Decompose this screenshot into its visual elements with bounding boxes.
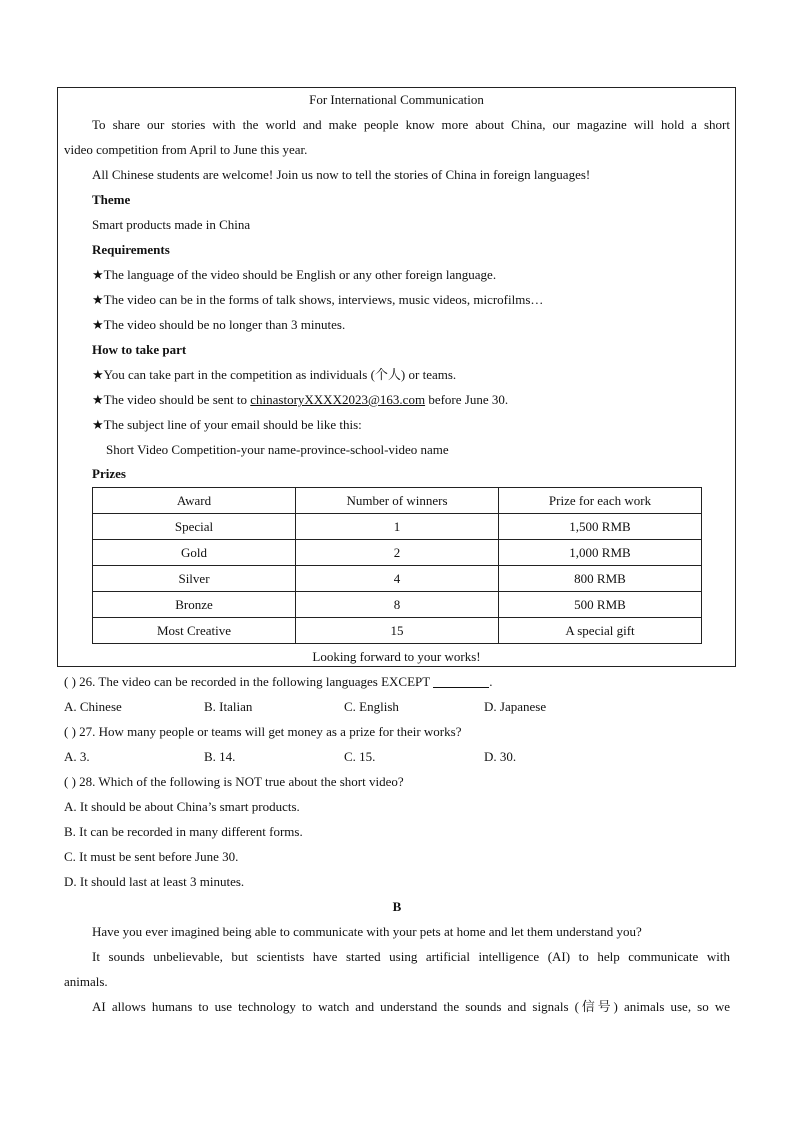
table-row: [93, 618, 702, 644]
poster-title: For International Communication: [309, 92, 484, 107]
question-26-end: .: [489, 674, 493, 689]
option-a[interactable]: A. 3.: [64, 749, 90, 764]
question-28-stem: ( ) 28. Which of the following is NOT true about the short video?: [64, 774, 404, 789]
table-cell: 8: [296, 592, 499, 618]
theme-text: Smart products made in China: [92, 217, 251, 232]
table-cell: Bronze: [93, 592, 296, 618]
table-cell: Gold: [93, 540, 296, 566]
table-row: [93, 514, 702, 540]
table-header-row: [93, 488, 702, 514]
intro-line-3: All Chinese students are welcome! Join us now to tell the stories of China in foreign languages!: [92, 167, 591, 182]
option-c[interactable]: C. 15.: [344, 749, 376, 764]
table-cell: 1,500 RMB: [499, 514, 702, 540]
requirement-item: ★The language of the video should be English or any other foreign language.: [92, 267, 497, 282]
how-item-suffix: before June 30.: [425, 392, 509, 407]
requirements-heading: Requirements: [92, 242, 170, 257]
table-cell: Most Creative: [93, 618, 296, 644]
prizes-heading: Prizes: [92, 466, 126, 481]
option-a[interactable]: A. It should be about China’s smart products.: [64, 799, 300, 814]
requirement-item: ★The video should be no longer than 3 minutes.: [92, 317, 346, 332]
prizes-table: [92, 487, 702, 644]
table-cell: 2: [296, 540, 499, 566]
intro-line-2: video competition from April to June this year.: [64, 142, 308, 157]
section-b-paragraph: AI allows humans to use technology to watch and understand the sounds and signals (信号) animals use, so we: [92, 999, 730, 1014]
table-row: [93, 540, 702, 566]
section-b-heading: B: [392, 899, 402, 914]
option-a[interactable]: A. Chinese: [64, 699, 122, 714]
question-26: [64, 669, 492, 694]
how-heading: How to take part: [92, 342, 187, 357]
question-26-stem: ( ) 26. The video can be recorded in the following languages EXCEPT: [64, 674, 434, 689]
option-d[interactable]: D. It should last at least 3 minutes.: [64, 874, 245, 889]
intro-line-1: To share our stories with the world and make people know more about China, our magazine will hold a short: [92, 117, 730, 132]
how-item: [92, 387, 508, 412]
how-item: ★The subject line of your email should be like this:: [92, 417, 362, 432]
option-c[interactable]: C. It must be sent before June 30.: [64, 849, 239, 864]
theme-heading: Theme: [92, 192, 131, 207]
how-item-prefix: ★The video should be sent to: [92, 392, 251, 407]
table-cell: Silver: [93, 566, 296, 592]
table-row: [93, 566, 702, 592]
table-cell: 800 RMB: [499, 566, 702, 592]
table-cell: 15: [296, 618, 499, 644]
option-b[interactable]: B. 14.: [204, 749, 236, 764]
option-d[interactable]: D. 30.: [484, 749, 517, 764]
section-b-paragraph: animals.: [64, 974, 108, 989]
option-d[interactable]: D. Japanese: [484, 699, 547, 714]
section-b-paragraph: It sounds unbelievable, but scientists have started using artificial intelligence (AI) to help communicate with: [92, 949, 730, 964]
table-cell: Special: [93, 514, 296, 540]
table-cell: 4: [296, 566, 499, 592]
poster-closing: Looking forward to your works!: [312, 649, 481, 664]
table-cell: 1: [296, 514, 499, 540]
email-link[interactable]: chinastoryXXXX2023@163.com: [250, 392, 426, 407]
option-b[interactable]: B. It can be recorded in many different forms.: [64, 824, 303, 839]
requirement-item: ★The video can be in the forms of talk shows, interviews, music videos, microfilms…: [92, 292, 544, 307]
subject-example: Short Video Competition-your name-province-school-video name: [106, 442, 449, 457]
option-b[interactable]: B. Italian: [204, 699, 253, 714]
table-header: Number of winners: [296, 488, 499, 514]
table-row: [93, 592, 702, 618]
answer-blank[interactable]: [433, 673, 489, 688]
table-cell: A special gift: [499, 618, 702, 644]
question-27-stem: ( ) 27. How many people or teams will get money as a prize for their works?: [64, 724, 462, 739]
table-cell: 500 RMB: [499, 592, 702, 618]
how-item: ★You can take part in the competition as individuals (个人) or teams.: [92, 367, 457, 382]
option-c[interactable]: C. English: [344, 699, 399, 714]
section-b-paragraph: Have you ever imagined being able to communicate with your pets at home and let them understand you?: [92, 924, 642, 939]
table-cell: 1,000 RMB: [499, 540, 702, 566]
table-header: Award: [93, 488, 296, 514]
table-header: Prize for each work: [499, 488, 702, 514]
